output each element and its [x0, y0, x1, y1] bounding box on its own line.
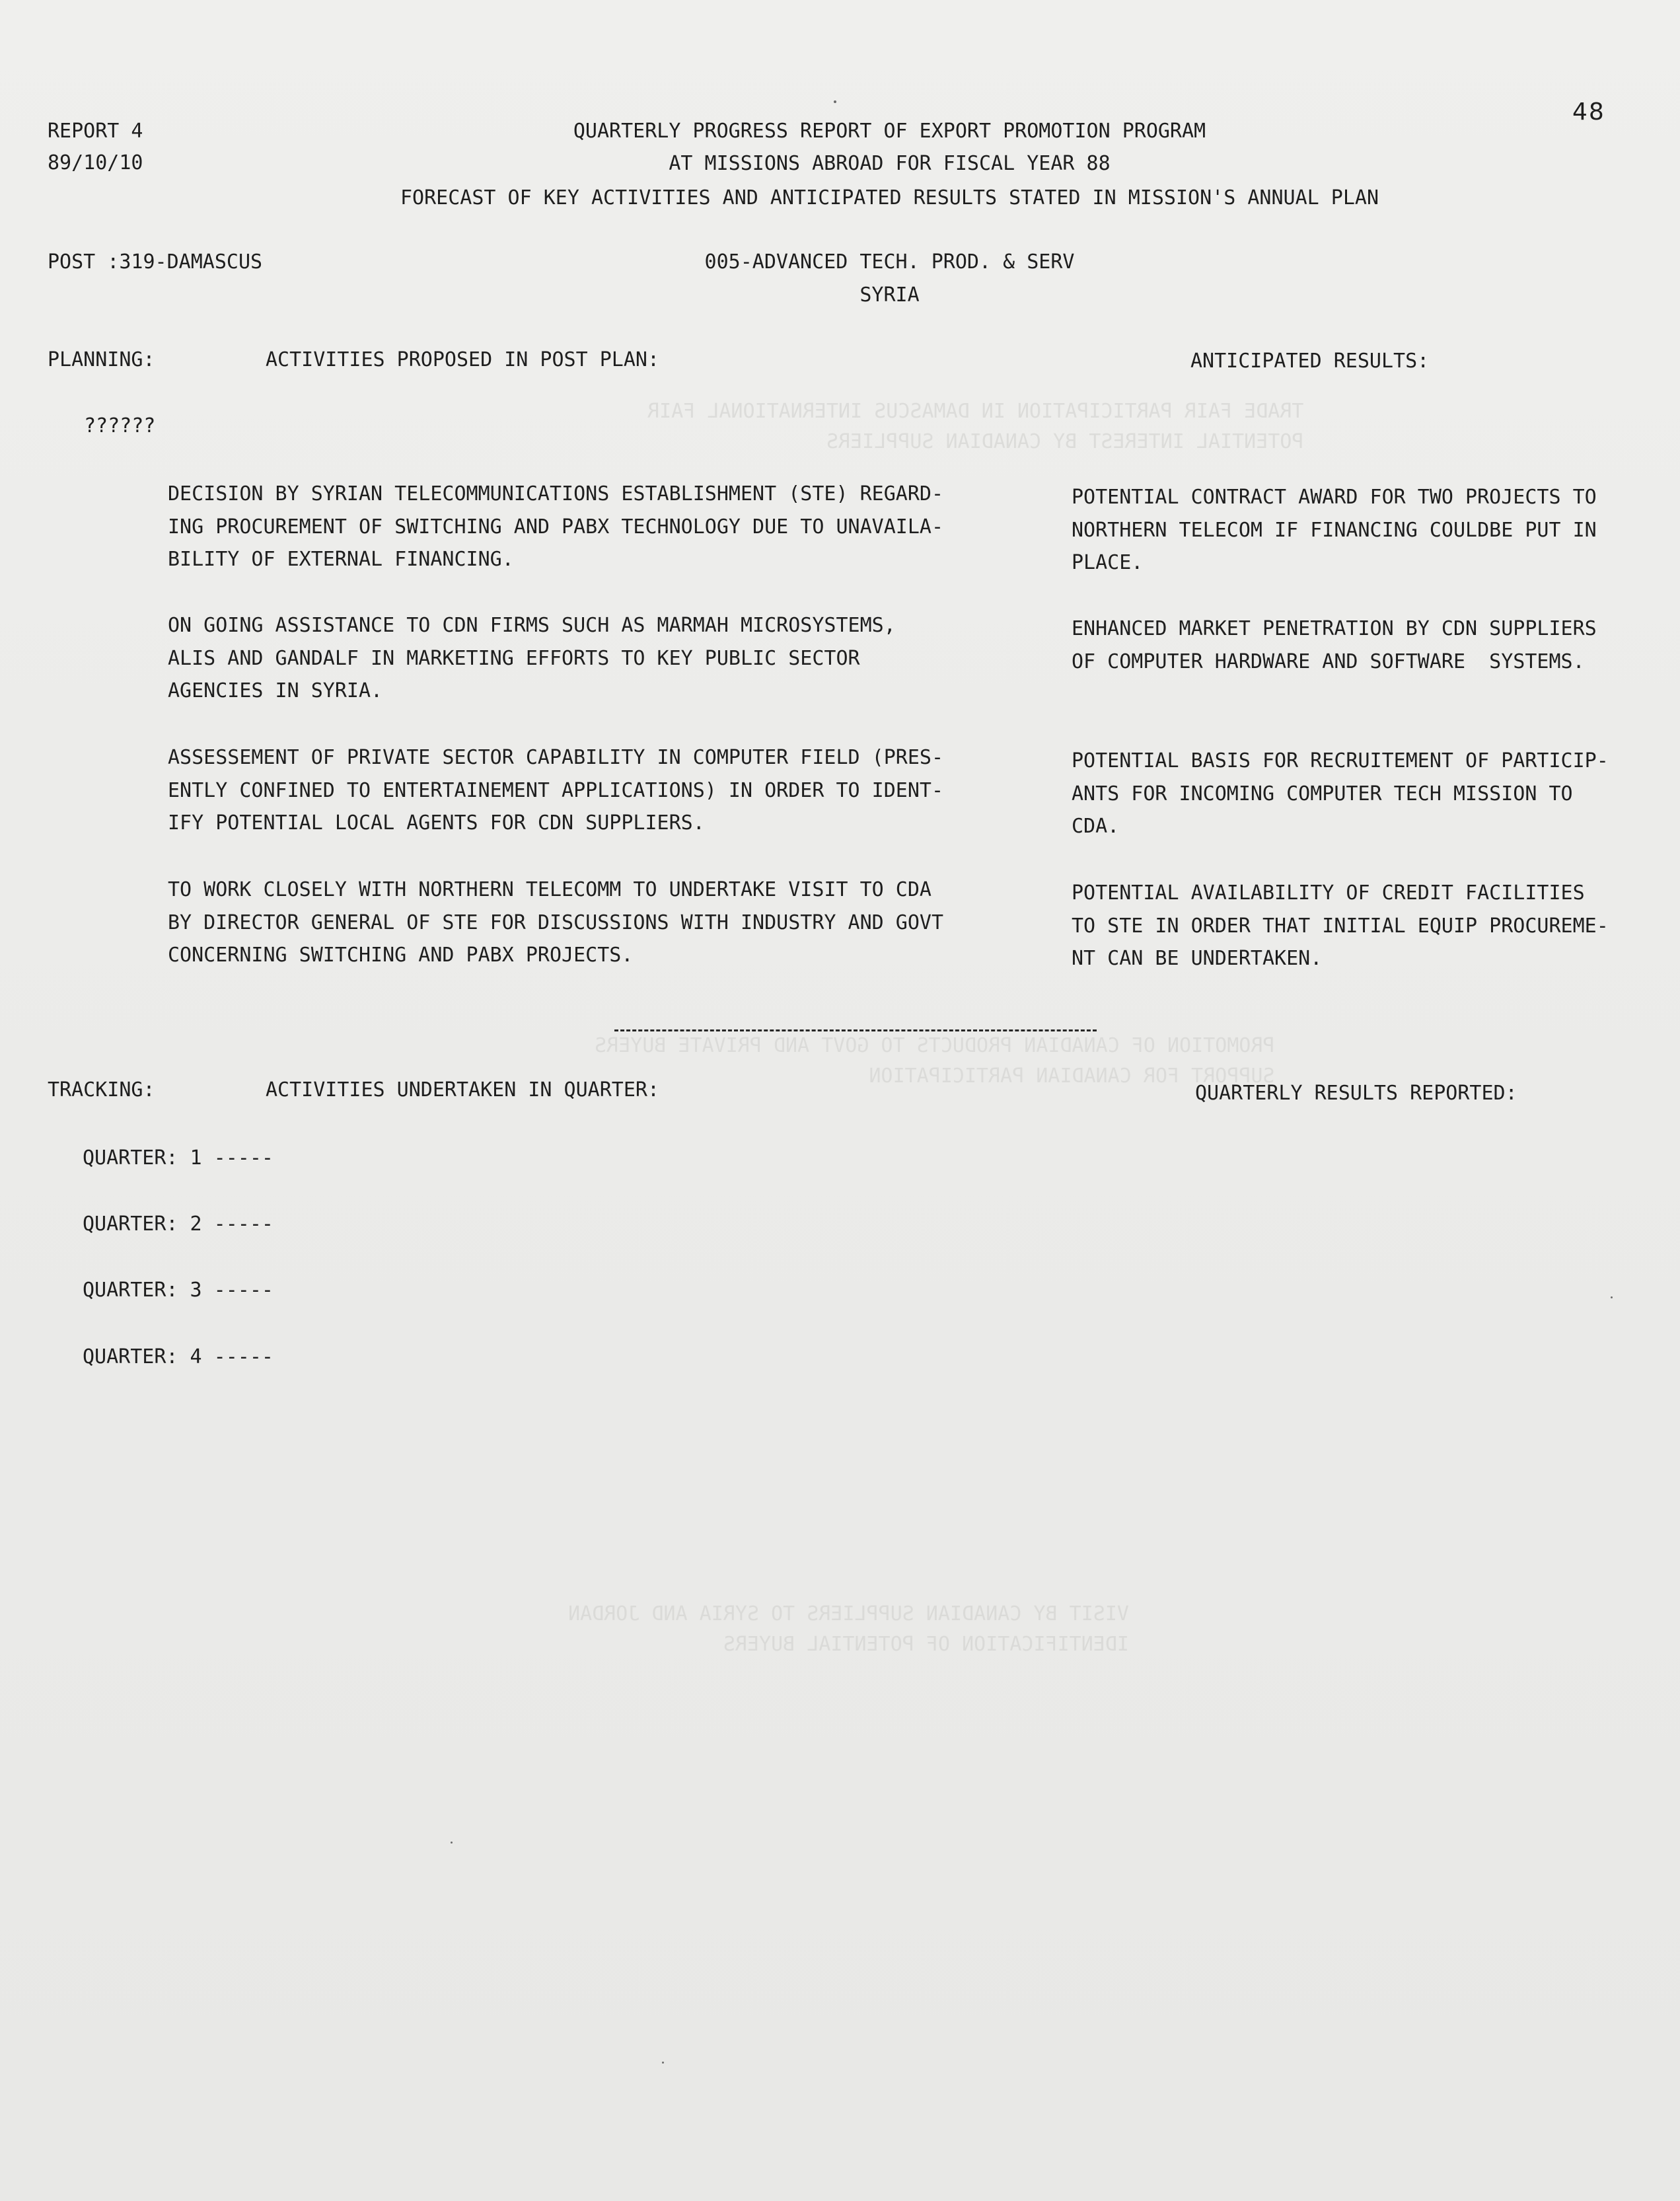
report-date: 89/10/10: [48, 151, 143, 174]
tracking-activities-heading: ACTIVITIES UNDERTAKEN IN QUARTER:: [266, 1078, 660, 1101]
scan-speck: [1611, 1296, 1613, 1298]
report-title-line-1: QUARTERLY PROGRESS REPORT OF EXPORT PROMOTION PROGRAM: [573, 120, 1206, 143]
report-number: REPORT 4: [48, 120, 143, 143]
post-label: POST :319-DAMASCUS: [48, 250, 263, 274]
bleed-through-text: PROMOTION OF CANADIAN PRODUCTS TO GOVT AND PRIVATE BUYERS SUPPORT FOR CANADIAN PARTICIPATION: [595, 1034, 1275, 1088]
country-label: SYRIA: [859, 283, 920, 307]
tracking-results-heading: QUARTERLY RESULTS REPORTED:: [1195, 1082, 1517, 1105]
planning-result-1: POTENTIAL CONTRACT AWARD FOR TWO PROJECTS TO NORTHERN TELECOM IF FINANCING COULDBE PUT IN PLACE.: [1072, 486, 1597, 574]
quarter-1: QUARTER: 1 -----: [83, 1146, 274, 1170]
sector-label: 005-ADVANCED TECH. PROD. & SERV: [704, 250, 1075, 274]
planning-label: PLANNING:: [48, 348, 155, 371]
scan-speck: [451, 1842, 453, 1844]
planning-placeholder: ??????: [84, 414, 156, 437]
bleed-through-text: TRADE FAIR PARTICIPATION IN DAMASCUS INTERNATIONAL FAIR POTENTIAL INTEREST BY CANADIAN SUPPLIERS: [647, 400, 1304, 453]
planning-result-4: POTENTIAL AVAILABILITY OF CREDIT FACILITIES TO STE IN ORDER THAT INITIAL EQUIP PROCUREME- NT CAN BE UNDERTAKEN.: [1072, 881, 1609, 970]
quarter-4: QUARTER: 4 -----: [83, 1345, 274, 1368]
scan-speck: [834, 100, 836, 103]
planning-activities-heading: ACTIVITIES PROPOSED IN POST PLAN:: [266, 348, 660, 371]
planning-result-3: POTENTIAL BASIS FOR RECRUITEMENT OF PARTICIP- ANTS FOR INCOMING COMPUTER TECH MISSION TO CDA.: [1072, 749, 1609, 838]
page-number: 48: [1572, 98, 1605, 126]
section-divider: [614, 1029, 1097, 1031]
planning-results-heading: ANTICIPATED RESULTS:: [1190, 350, 1430, 373]
planning-activity-3: ASSESSEMENT OF PRIVATE SECTOR CAPABILITY IN COMPUTER FIELD (PRES- ENTLY CONFINED TO ENTERTAINEMENT APPLICATIONS) IN ORDER TO IDENT- IFY POTENTIAL LOCAL AGENTS FOR CDN SUPPLIERS.: [168, 746, 943, 835]
planning-activity-4: TO WORK CLOSELY WITH NORTHERN TELECOMM TO UNDERTAKE VISIT TO CDA BY DIRECTOR GENERAL OF STE FOR DISCUSSIONS WITH INDUSTRY AND GOVT CONCERNING SWITCHING AND PABX PROJECTS.: [168, 878, 943, 967]
planning-activity-2: ON GOING ASSISTANCE TO CDN FIRMS SUCH AS MARMAH MICROSYSTEMS, ALIS AND GANDALF IN MARKETING EFFORTS TO KEY PUBLIC SECTOR AGENCIES IN SYRIA.: [168, 614, 896, 702]
report-title-line-3: FORECAST OF KEY ACTIVITIES AND ANTICIPATED RESULTS STATED IN MISSION'S ANNUAL PLAN: [400, 186, 1379, 209]
tracking-label: TRACKING:: [48, 1078, 155, 1101]
planning-result-2: ENHANCED MARKET PENETRATION BY CDN SUPPLIERS OF COMPUTER HARDWARE AND SOFTWARE SYSTEMS.: [1072, 617, 1597, 673]
report-title-line-2: AT MISSIONS ABROAD FOR FISCAL YEAR 88: [669, 152, 1111, 175]
scan-speck: [662, 2062, 664, 2064]
quarter-3: QUARTER: 3 -----: [83, 1279, 274, 1302]
bleed-through-text: VISIT BY CANADIAN SUPPLIERS TO SYRIA AND JORDAN IDENTIFICATION OF POTENTIAL BUYERS: [568, 1602, 1129, 1656]
planning-activity-1: DECISION BY SYRIAN TELECOMMUNICATIONS ESTABLISHMENT (STE) REGARD- ING PROCUREMENT OF SWITCHING AND PABX TECHNOLOGY DUE TO UNAVAILA- BILITY OF EXTERNAL FINANCING.: [168, 482, 943, 571]
quarter-2: QUARTER: 2 -----: [83, 1212, 274, 1236]
